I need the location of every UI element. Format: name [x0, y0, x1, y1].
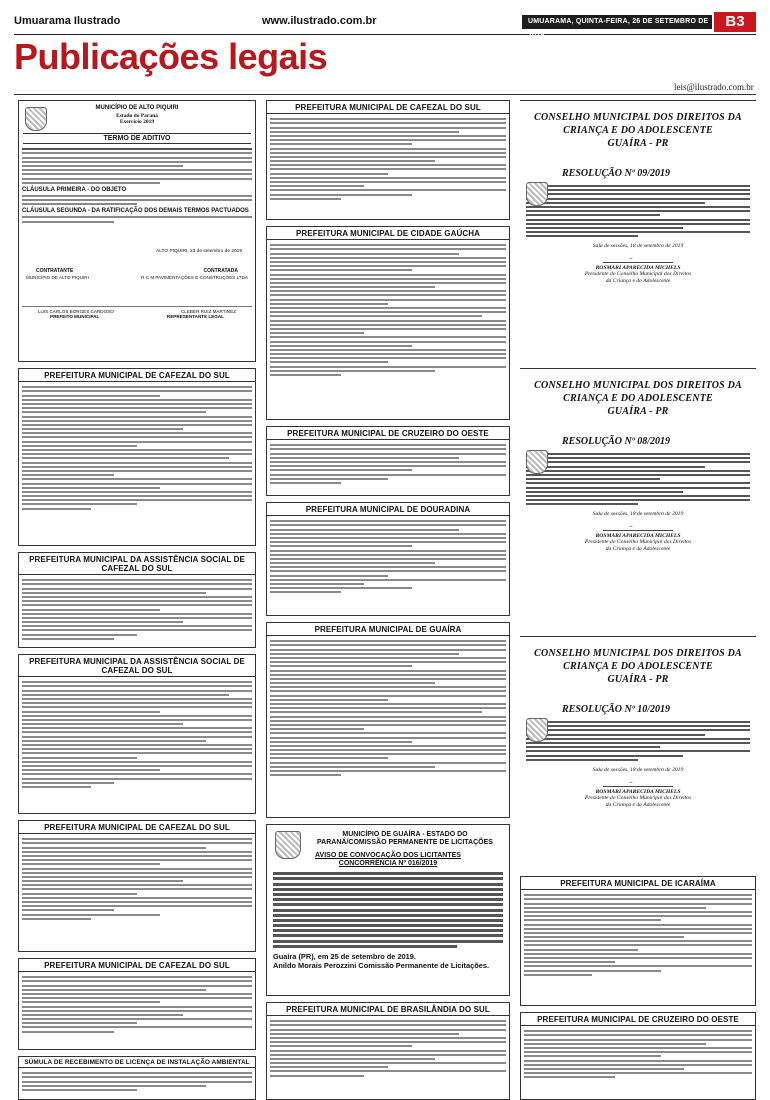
- resolution-label: RESOLUÇÃO Nº 08/2019: [562, 436, 671, 447]
- clause-1: CLÁUSULA PRIMEIRA - DO OBJETO: [22, 186, 127, 193]
- masthead: [14, 12, 756, 39]
- notice-title: PREFEITURA MUNICIPAL DE CRUZEIRO DO OESTE: [267, 427, 509, 440]
- notice-a3: [18, 654, 256, 814]
- notice-a4: [18, 820, 256, 952]
- notice-title: PREFEITURA MUNICIPAL DE CAFEZAL DO SUL: [19, 821, 255, 834]
- signer-name: ROSMARI APARECIDA MICHELS: [595, 533, 681, 540]
- notice-c1: [520, 876, 756, 1006]
- signer-role-1: Presidente do Conselho Municipal dos Direitos: [584, 539, 692, 546]
- edital-head-1: MUNICÍPIO DE GUAÍRA - ESTADO DO PARANÁ/COMISSÃO PERMANENTE DE LICITAÇÕES: [317, 831, 493, 846]
- notice-b5: [266, 622, 510, 818]
- conselho-title-2: CRIANÇA E DO ADOLESCENTE: [563, 661, 713, 672]
- header-rule: [14, 94, 756, 95]
- signer-role-1: Presidente do Conselho Municipal dos Direitos: [584, 271, 692, 278]
- notice-a5: [18, 958, 256, 1050]
- conselho-title-2: CRIANÇA E DO ADOLESCENTE: [563, 393, 713, 404]
- exercicio-label: Exercício 2019: [119, 119, 155, 125]
- coat-of-arms-icon: [275, 831, 301, 859]
- signature-scrawl: [603, 522, 673, 531]
- guaira-edital: [266, 824, 510, 996]
- conselho-title-3: GUAÍRA - PR: [607, 406, 669, 417]
- notice-title: PREFEITURA MUNICIPAL DE CIDADE GAÚCHA: [267, 227, 509, 240]
- edital-head-3: CONCORRÊNCIA Nº 016/2019: [338, 860, 438, 867]
- paper-url[interactable]: www.ilustrado.com.br: [262, 15, 377, 27]
- notice-b1: [266, 100, 510, 220]
- notice-title: PREFEITURA MUNICIPAL DE GUAÍRA: [267, 623, 509, 636]
- conselho-title-3: GUAÍRA - PR: [607, 138, 669, 149]
- conselho-title-1: CONSELHO MUNICIPAL DOS DIREITOS DA: [534, 112, 742, 123]
- date-line: UMUARAMA, QUINTA-FEIRA, 26 DE SETEMBRO DE 2019: [522, 15, 712, 29]
- resolution-date: Sala de sessões, 18 de setembro de 2019: [592, 243, 684, 250]
- conselho-title-1: CONSELHO MUNICIPAL DOS DIREITOS DA: [534, 380, 742, 391]
- newspaper-page: [14, 12, 756, 1066]
- notice-c2: [520, 1012, 756, 1100]
- contratante-name: MUNICÍPIO DE ALTO PIQUIRI: [26, 274, 89, 280]
- signer-name: ROSMARI APARECIDA MICHELS: [595, 788, 681, 795]
- termo-date: ALTO PIQUIRI, 23 de setembro de 2019: [156, 248, 242, 254]
- notice-title: PREFEITURA MUNICIPAL DE CRUZEIRO DO OESTE: [521, 1013, 755, 1026]
- coat-of-arms-icon: [526, 718, 548, 742]
- coat-of-arms-icon: [526, 182, 548, 206]
- notice-title: PREFEITURA MUNICIPAL DE CAFEZAL DO SUL: [19, 369, 255, 382]
- paper-name: Umuarama Ilustrado: [14, 15, 121, 27]
- signer-1-role: PREFEITO MUNICIPAL: [50, 313, 100, 319]
- notice-title: PREFEITURA MUNICIPAL DA ASSISTÊNCIA SOCIAL DE CAFEZAL DO SUL: [19, 553, 255, 575]
- notice-b4: [266, 502, 510, 616]
- termo-aditivo-notice: [18, 100, 256, 362]
- resolution-body: [520, 185, 756, 237]
- termo-title: TERMO DE ADITIVO: [23, 133, 251, 144]
- edital-body: [267, 868, 509, 952]
- coat-of-arms-icon: [25, 107, 47, 131]
- resolution-body: [520, 721, 756, 761]
- signature-scrawl: [603, 254, 673, 263]
- conselho-title-2: CRIANÇA E DO ADOLESCENTE: [563, 125, 713, 136]
- resolution-09: [520, 100, 756, 362]
- resolution-body: [520, 453, 756, 505]
- notice-b3: [266, 426, 510, 496]
- signer-name: ROSMARI APARECIDA MICHELS: [595, 265, 681, 272]
- resolution-label: RESOLUÇÃO Nº 09/2019: [562, 168, 671, 179]
- notice-title: PREFEITURA MUNICIPAL DE ICARAÍMA: [521, 877, 755, 890]
- conselho-title-1: CONSELHO MUNICIPAL DOS DIREITOS DA: [534, 648, 742, 659]
- notice-b6: [266, 1002, 510, 1100]
- estado-label: Estado do Paraná: [116, 113, 158, 119]
- resolution-label: RESOLUÇÃO Nº 10/2019: [562, 704, 671, 715]
- notice-title: PREFEITURA MUNICIPAL DE DOURADINA: [267, 503, 509, 516]
- signer-role-1: Presidente do Conselho Municipal dos Direitos: [584, 794, 692, 801]
- signer-1: LUIS CARLOS BORGES CARDOSO: [38, 308, 114, 314]
- signer-role-2: da Criança e do Adolescente: [605, 278, 671, 285]
- notice-title: SÚMULA DE RECEBIMENTO DE LICENÇA DE INSTALAÇÃO AMBIENTAL: [19, 1057, 255, 1068]
- coat-of-arms-icon: [526, 450, 548, 474]
- section-title: Publicações legais: [14, 36, 328, 77]
- signer-role-2: da Criança e do Adolescente: [605, 546, 671, 553]
- signer-role-2: da Criança e do Adolescente: [605, 801, 671, 808]
- notice-b2: [266, 226, 510, 420]
- municipio-label: MUNICÍPIO DE ALTO PIQUIRI: [95, 105, 179, 111]
- notice-a2: [18, 552, 256, 648]
- signature-scrawl: [603, 778, 673, 787]
- conselho-title-3: GUAÍRA - PR: [607, 674, 669, 685]
- notice-title: PREFEITURA MUNICIPAL DE CAFEZAL DO SUL: [267, 101, 509, 114]
- signer-2-role: REPRESENTANTE LEGAL: [166, 313, 224, 319]
- notice-a1: [18, 368, 256, 546]
- section-email[interactable]: leis@ilustrado.com.br: [674, 82, 754, 92]
- contratada-label: CONTRATADA: [203, 267, 238, 274]
- notice-title: PREFEITURA MUNICIPAL DA ASSISTÊNCIA SOCIAL DE CAFEZAL DO SUL: [19, 655, 255, 677]
- signer-2: CLEBER RUIZ MARTINEZ: [180, 308, 236, 314]
- edital-closing: Guaíra (PR), em 25 de setembro de 2019.: [273, 952, 416, 961]
- edital-signer: Anildo Morais Perozzini Comissão Permanente de Licitações.: [273, 961, 490, 971]
- contratada-name: R C M PAVIMENTAÇÕES E CONSTRUÇÕES LTDA: [141, 274, 248, 280]
- resolution-date: Sala de sessões, 18 de setembro de 2019: [592, 511, 684, 518]
- notice-title: PREFEITURA MUNICIPAL DE BRASILÂNDIA DO SUL: [267, 1003, 509, 1016]
- clause-2: CLÁUSULA SEGUNDA - DA RATIFICAÇÃO DOS DEMAIS TERMOS PACTUADOS: [22, 208, 249, 215]
- resolution-08: [520, 368, 756, 630]
- edital-head-2: AVISO DE CONVOCAÇÃO DOS LICITANTES: [315, 852, 461, 859]
- page-code-badge: B3: [714, 12, 756, 32]
- notice-title: PREFEITURA MUNICIPAL DE CAFEZAL DO SUL: [19, 959, 255, 972]
- notice-a6: [18, 1056, 256, 1100]
- termo-body: [19, 144, 255, 321]
- contratante-label: CONTRATANTE: [36, 267, 74, 274]
- resolution-10: [520, 636, 756, 870]
- resolution-date: Sala de sessões, 18 de setembro de 2019: [592, 766, 684, 773]
